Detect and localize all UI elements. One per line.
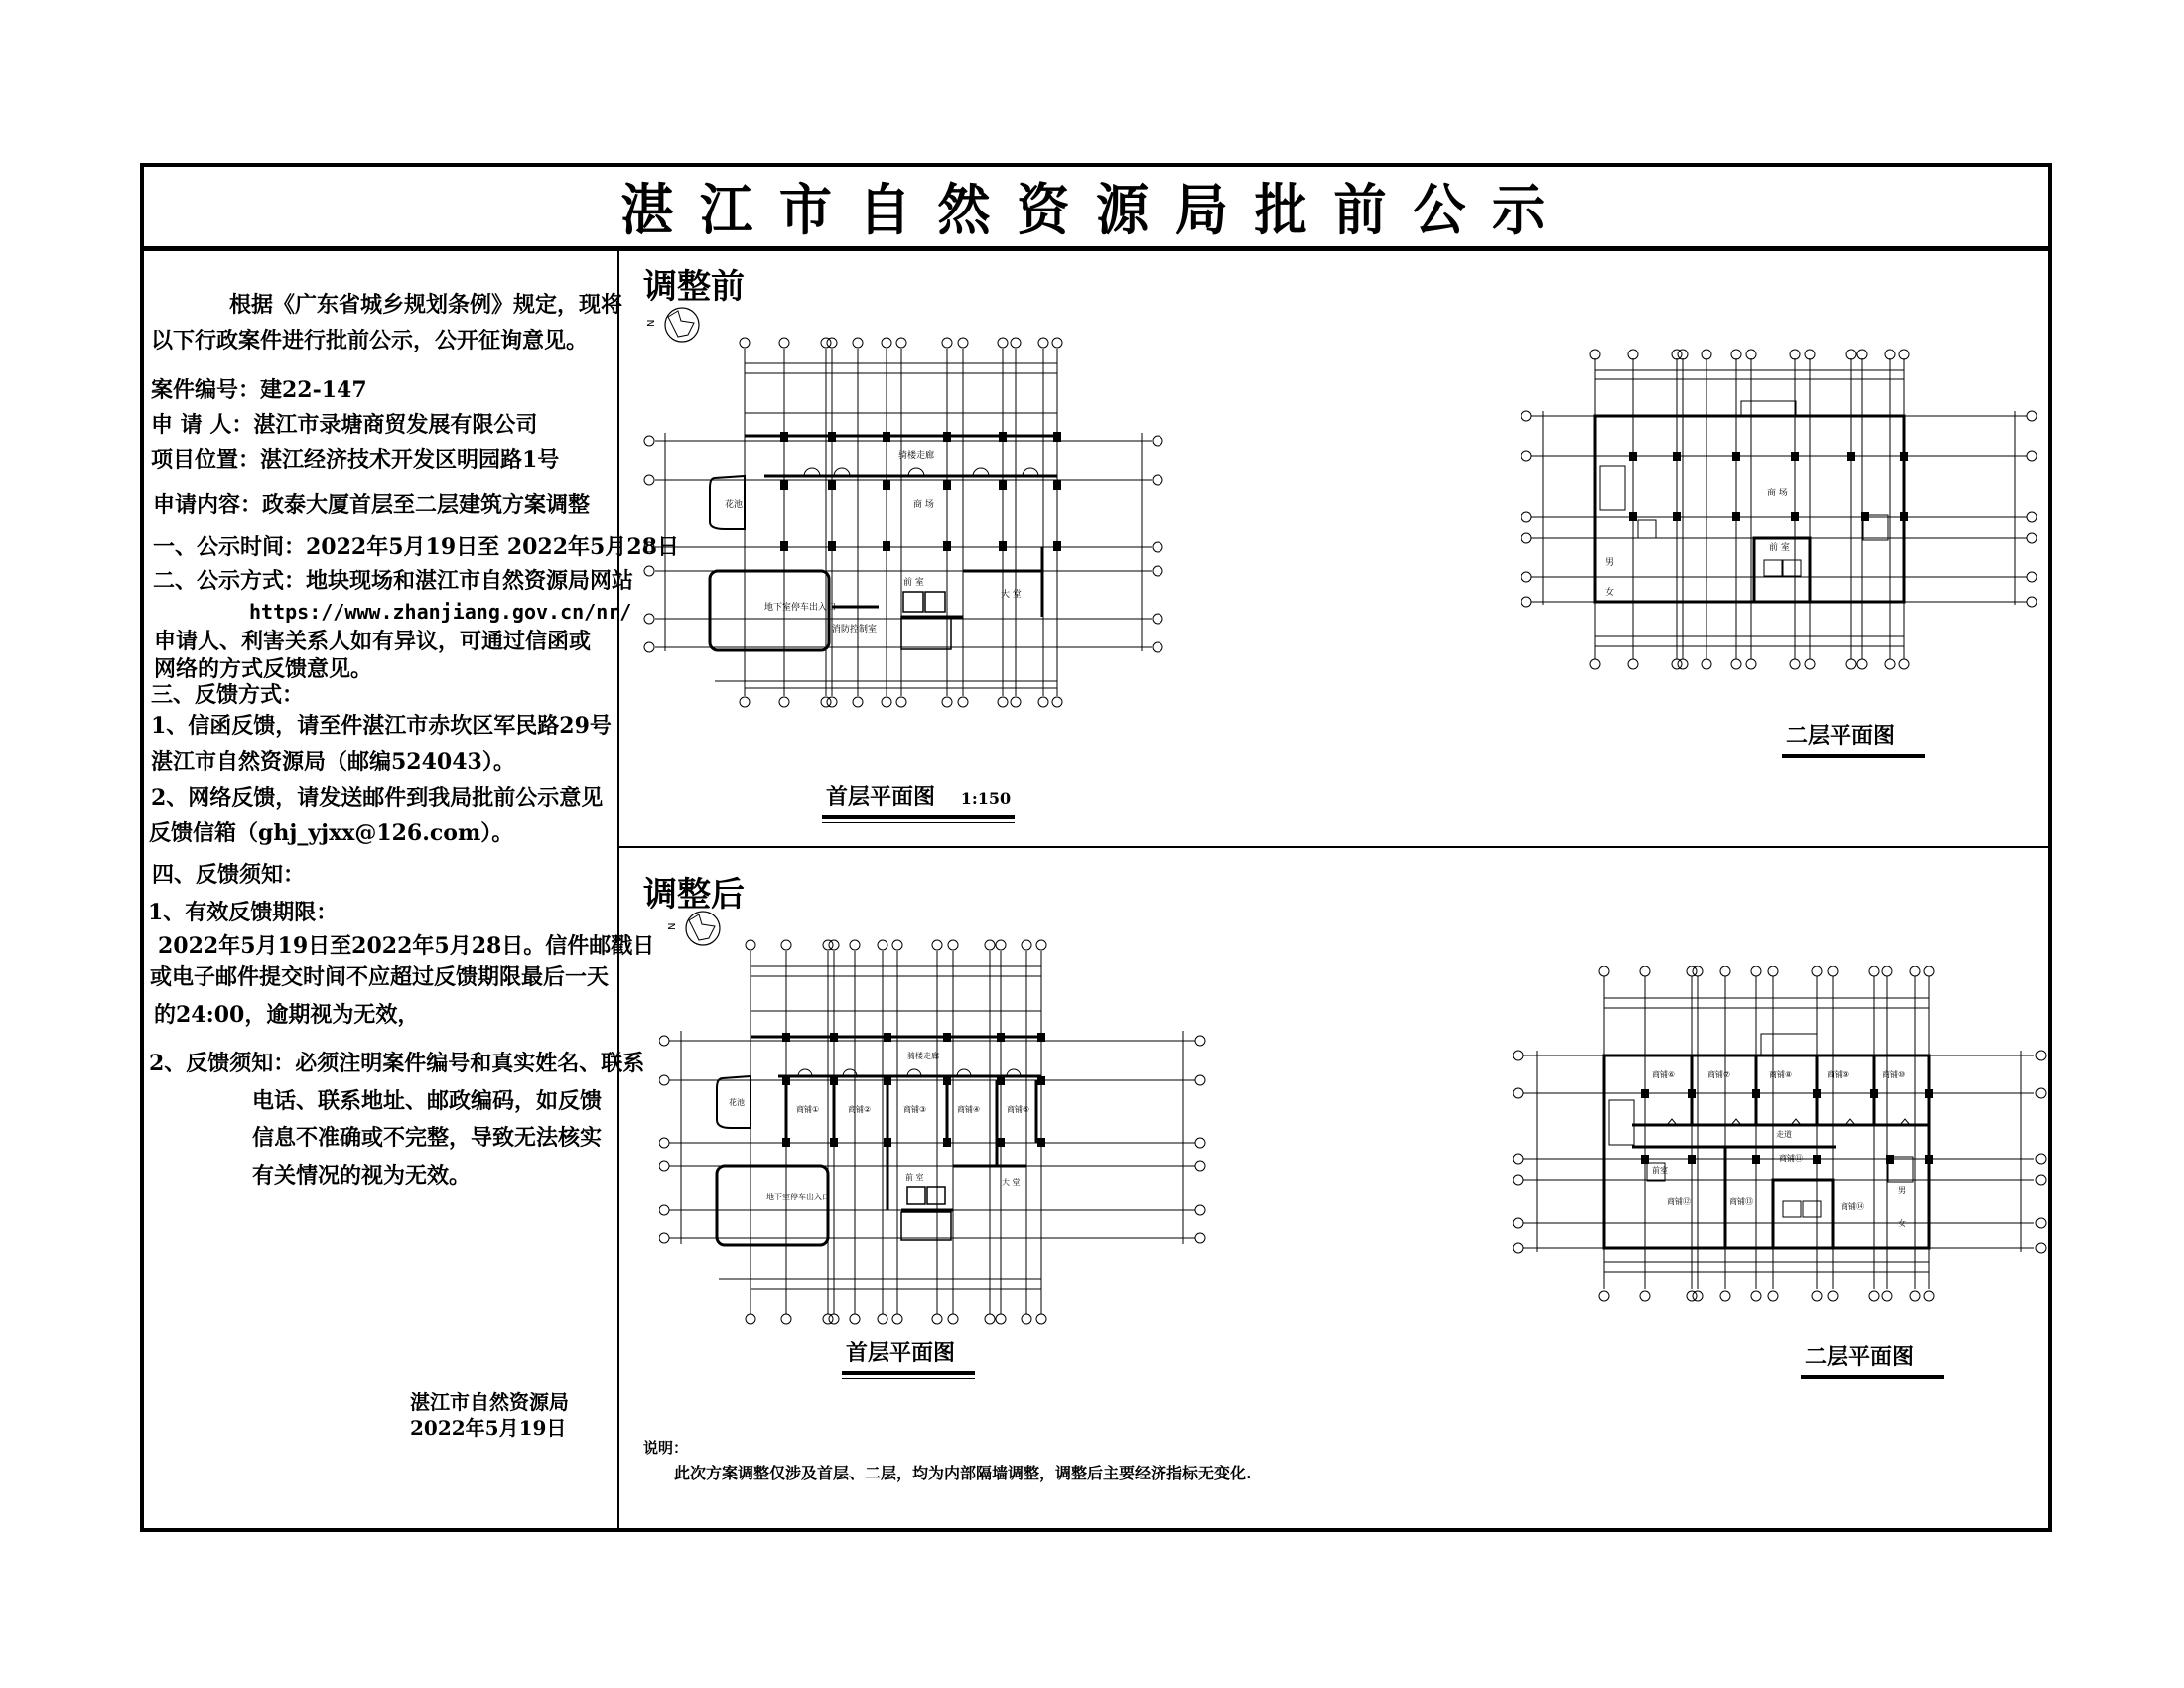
svg-text:商铺⑥: 商铺⑥ [1652,1070,1676,1079]
notes-heading: 四、反馈须知： [152,862,306,888]
case-number: 案件编号：建22-147 [151,377,367,403]
before-ground-scale: 1:150 [960,789,1012,808]
remarks-heading: 说明： [643,1439,689,1457]
publicity-period: 一、公示时间：2022年5月19日至 2022年5月28日 [153,534,679,560]
svg-text:商铺⑩: 商铺⑩ [1882,1070,1906,1079]
intro-line-2: 以下行政案件进行批前公示，公开征询意见。 [151,328,589,353]
feedback-mail-address: 湛江市自然资源局（邮编524043）。 [151,749,515,774]
after-ground-caption-text: 首层平面图 [846,1340,956,1366]
svg-text:大 堂: 大 堂 [1002,1178,1021,1187]
svg-text:商铺②: 商铺② [848,1105,872,1114]
feedback-email: 反馈信箱（ghj_yjxx@126.com）。 [149,820,514,846]
notes-2-line-a: 2、反馈须知：必须注明案件编号和真实姓名、联系 [149,1051,645,1076]
before-second-floor-plan [1521,347,2037,674]
svg-text:商铺⑬: 商铺⑬ [1729,1197,1753,1206]
after-second-floor-plan [1513,966,2049,1304]
drawings-column [619,251,2048,1528]
before-ground-floor-plan [635,319,1171,716]
svg-text:地下室停车出入口: 地下室停车出入口 [764,603,837,613]
svg-text:商铺⑦: 商铺⑦ [1707,1070,1731,1079]
notes-1-line-b: 或电子邮件提交时间不应超过反馈期限最后一天 [150,964,610,990]
svg-text:N: N [667,922,678,930]
svg-text:男: 男 [1605,558,1615,568]
svg-text:地下室停车出入口: 地下室停车出入口 [766,1193,830,1201]
before-second-caption-text: 二层平面图 [1786,723,1896,749]
page-title: 湛江市自然资源局批前公示 [620,179,1571,243]
feedback-online: 2、网络反馈，请发送邮件到我局批前公示意见 [151,785,604,811]
svg-text:商铺⑭: 商铺⑭ [1841,1202,1864,1211]
svg-text:花池: 花池 [725,500,744,510]
signature-date: 2022年5月19日 [410,1416,567,1440]
after-ground-floor-plan [659,931,1215,1329]
title-bar [144,167,2048,251]
svg-text:N: N [646,319,657,327]
svg-text:花池: 花池 [729,1098,745,1107]
feedback-mail: 1、信函反馈，请至件湛江市赤坎区军民路29号 [151,713,612,739]
feedback-heading: 三、反馈方式： [151,682,305,708]
before-ground-caption-text: 首层平面图 [826,784,936,810]
objection-line-1: 申请人、利害关系人如有异议，可通过信函或 [154,629,592,654]
svg-text:男: 男 [1898,1186,1906,1195]
application-content: 申请内容：政泰大厦首层至二层建筑方案调整 [153,492,591,518]
website-link[interactable]: https://www.zhanjiang.gov.cn/nr/ [249,600,632,624]
objection-line-2: 网络的方式反馈意见。 [154,656,373,682]
svg-text:大 堂: 大 堂 [1001,590,1022,600]
notes-1-heading: 1、有效反馈期限： [148,900,339,925]
svg-text:骑楼走廊: 骑楼走廊 [898,451,935,461]
after-heading: 调整后 [643,875,745,914]
svg-text:走道: 走道 [1776,1130,1792,1139]
signature-org: 湛江市自然资源局 [410,1390,569,1414]
svg-text:消防控制室: 消防控制室 [832,625,878,634]
project-location: 项目位置：湛江经济技术开发区明园路1号 [151,447,560,473]
notes-1-line-a: 2022年5月19日至2022年5月28日。信件邮戳日 [158,933,655,959]
notes-2-line-c: 信息不准确或不完整，导致无法核实 [252,1125,603,1151]
before-heading: 调整前 [643,267,745,307]
after-ground-caption [846,1336,955,1367]
svg-text:前室: 前室 [1652,1166,1668,1175]
remarks-text: 此次方案调整仅涉及首层、二层，均为内部隔墙调整，调整后主要经济指标无变化. [674,1464,1252,1482]
svg-text:商铺⑤: 商铺⑤ [1007,1105,1030,1114]
svg-text:商铺④: 商铺④ [957,1105,981,1114]
svg-text:商 场: 商 场 [1767,489,1788,498]
svg-text:商铺③: 商铺③ [903,1105,927,1114]
svg-text:前 室: 前 室 [903,578,924,588]
svg-text:商铺①: 商铺① [796,1105,820,1114]
svg-text:商铺⑪: 商铺⑪ [1779,1154,1803,1163]
notes-2-line-d: 有关情况的视为无效。 [252,1163,472,1189]
after-second-caption-text: 二层平面图 [1805,1344,1915,1370]
notice-frame [140,163,2052,1532]
svg-text:商铺⑨: 商铺⑨ [1827,1070,1850,1079]
svg-text:商铺⑧: 商铺⑧ [1769,1070,1793,1079]
after-second-caption [1805,1340,1914,1371]
notes-2-line-b: 电话、联系地址、邮政编码，如反馈 [252,1088,603,1114]
before-ground-caption [826,780,1011,811]
svg-text:女: 女 [1898,1219,1906,1228]
svg-text:商铺⑫: 商铺⑫ [1667,1197,1691,1206]
svg-text:商 场: 商 场 [913,500,934,510]
before-second-caption [1786,719,1895,750]
notes-1-line-c: 的24:00，逾期视为无效， [154,1002,420,1028]
publicity-method: 二、公示方式：地块现场和湛江市自然资源局网站 [153,568,634,594]
svg-text:骑楼走廊: 骑楼走廊 [907,1052,939,1060]
section-divider [619,846,2048,848]
svg-text:前 室: 前 室 [905,1173,924,1182]
intro-line-1: 根据《广东省城乡规划条例》规定，现将 [229,292,623,318]
applicant: 申 请 人：湛江市录塘商贸发展有限公司 [151,412,538,438]
svg-text:前 室: 前 室 [1769,543,1790,553]
svg-text:女: 女 [1605,588,1615,598]
